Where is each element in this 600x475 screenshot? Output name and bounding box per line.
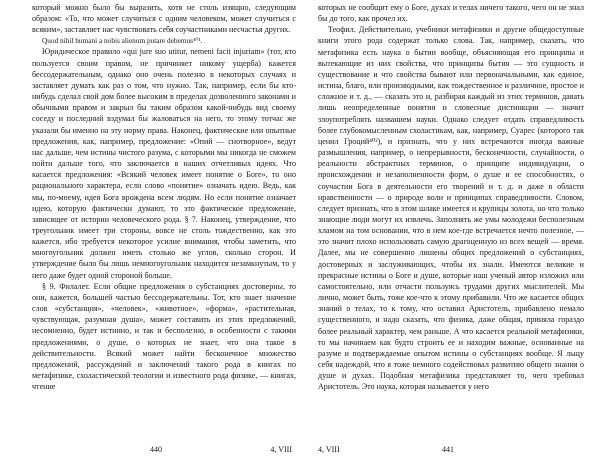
- right-page-number: 441: [442, 445, 454, 454]
- left-page-column: [32, 2, 296, 392]
- left-paragraph-2: § 9. Филалет. Если общие предложения о субстанциях достоверны, то они, кажется, большей частью бессодержательны. Тот, кто знает значение слов «субстанция», «человек», «животное», «форма», «растительная, чувствующая, разумная душа», может составить из этих предложений, несомненно, будет истинно, и так и бесполезно, в особенности с такими предложениями, о душе, о которых не знает, что она такое в действительности. Всякий может найти бесконечное множество предложений, рассуждений и заключений такого рода в книгах по метафизике, схоластической теологии и известного рода физике, — книгах, чтение: [32, 281, 296, 392]
- left-section-marker: 4, VIII: [270, 445, 292, 454]
- right-paragraph-1: которых не сообщит ему о Боге, духах и телах ничего такого, чего он не знал бы до того, как прочел их.: [318, 3, 584, 24]
- right-paragraph-2: Теофил. Действительно, учебники метафизики и другие общедоступные книги этого рода содержат только слова. Так, например, сказать, что метафизика есть наука о бытии вообще, объясняющая его принципы и вытекающие из них свойства, что принципы бытия — это сущность и существование и что свойства бывают или первоначальными, как единое, истина, благо, или производными, как тождественное и различное, простое и сложное и т. д., — сказать это и, разбирая каждый из этих терминов, давать лишь неопределенные понятия и словесные дистинкции — значит злоупотреблять названием науки. Однако следует отдать справедливость более глубокомысленным схоластикам, как, например, Суарес (которого так ценил Гроций⁴⁰²), и признать, что у них встречаются иногда важные размышления, например, о непрерывности, бесконечности, случайности, о реальности абстрактных терминов, о принципе индивидуации, о происхождении и незаполненности форм, о душе и ее способностях, о соучастии Бога в деятельности его творений и т. д. и даже в области нравственности — о природе воли и принципах справедливости. Словом, следует признать, что в этом шлаке имеется и крупицы золота, но что только знающие люди могут их извлечь. Заполнять же умы молодежи бесполезным хламом на том основании, что в нем кое-где встречается нечто полезное, — это значит плохо использовать самую драгоценную из всех вещей — время. Далее, мы не совершенно лишены общих предложений о субстанциях, достоверных и заслуживающих, чтобы их знали. Имеются великие и прекрасные истины о Боге и душе, которые наш ученый автор изложил или самостоятельно, или отчасти пользуясь трудами других мыслителей. Мы лично, может быть, тоже кое-что к этому прибавили. Что же касается общих знаний о телах, то к тому, что оставил Аристотель, прибавлено немало существенного, и надо сказать, что физика, даже общая, приняла гораздо более реальный характер, чем раньше. А что касается реальной метафизики, то мы начинаем как будто строить ее и находим важные, основанные на разуме и подтверждаемые опытом истины о субстанциях вообще. Я льщу себя надеждой, что я тоже немного содействовал развитию общего знания о душе и духах. Подобная метафизика представляет то, чего требовал Аристотель. Это наука, которая называется у него: [318, 25, 584, 392]
- right-page-column: [318, 2, 584, 392]
- left-page-footer: [32, 443, 296, 457]
- latin-quote: Quod nihil humani a nobis alienum putare debemus⁴⁰¹.: [42, 36, 203, 46]
- left-page-number: 440: [150, 445, 162, 454]
- left-paragraph-1: Юридическое правило «qui jure suo utitur, nemeni facit injuriam» (тот, кто пользуется своим правом, не причиняет никому ущерба) кажется бессодержательным, однако оно очень полезно в некоторых случаях и заставляет думать как раз о том, что нужно. Так, например, если бы кто-нибудь сделал свой дом более высоким в пределах дозволенного законами и обычными правом и закрыл бы таким образом какой-нибудь вид своему соседу и последний вздумал бы жаловаться на него, то этому тотчас же указали бы именно на эту норму права. Наконец, фактические или опытные предложения, как, например, предложение: «Опий — снотворное», ведут нас дальше, чем истины чистого разума, с которыми мы никогда не сможем пойти дальше того, что заключается в наших отчетливых идеях. Что касается предложения: «Всякий человек имеет понятие о Боге», то оно рационального характера, если слово «понятие» означать идею. Ведь, как мы, по-моему, идея Бога врождена всем людям. Но если понятие означает идею, которую фактически думают, то это фактическое предложение, зависящее от истории человеческого рода. § 7. Наконец, утверждение, что треугольник имеет три стороны, вовсе не столь тождественно, как это кажется, ибо требуется некоторое усилие внимания, чтобы заметить, что многоугольник должен иметь столько же углов, сколько сторон. И утверждение было бы лишь немногоугольник находится незамкнутым, то у него даже будет одной стороной больше.: [32, 47, 296, 280]
- right-page-footer: [318, 443, 584, 457]
- left-intro-paragraph: который можно было бы выразить, хотя не столь изящно, следующим образом: «То, что может случиться с одним человеком, может случиться с всяким», заставляет нас чувствовать себя соучастниками несчастья других.: [32, 3, 296, 35]
- right-section-marker: 4, VIII: [318, 445, 340, 454]
